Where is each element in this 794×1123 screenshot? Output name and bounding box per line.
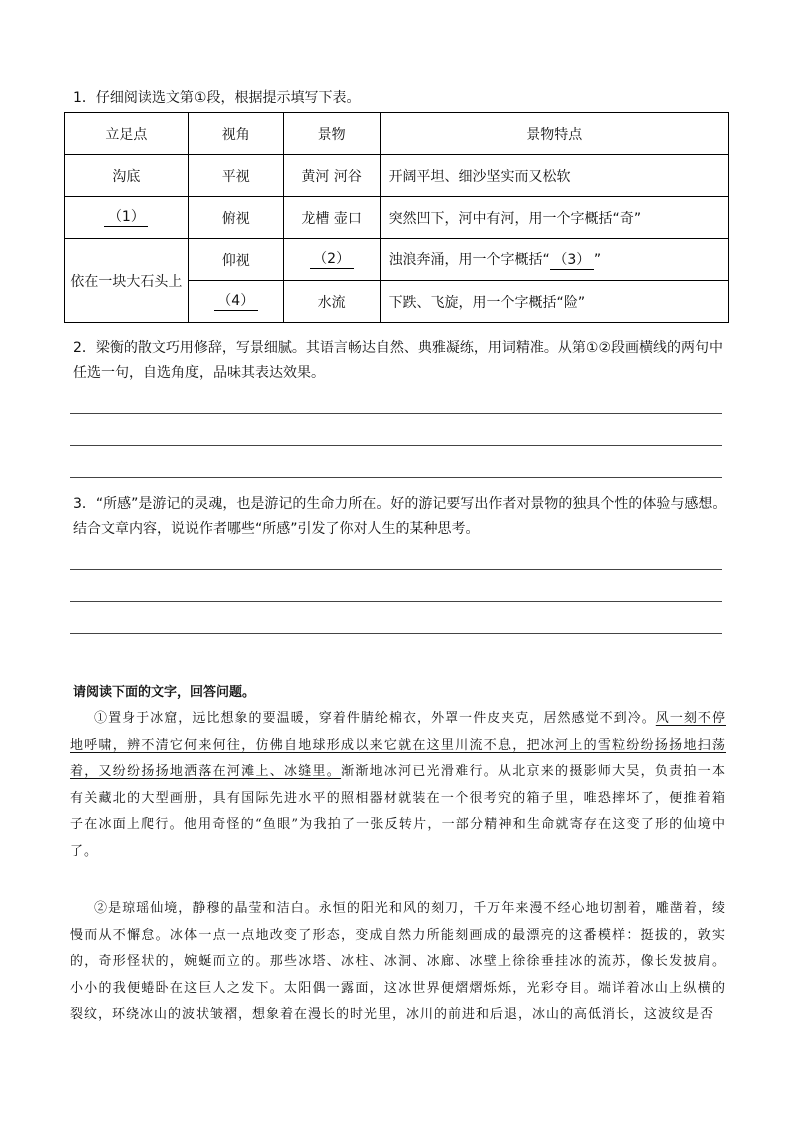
answer-line[interactable]	[70, 633, 722, 634]
answer-line[interactable]	[70, 413, 722, 414]
cell-scene: 龙槽 壶口	[283, 197, 380, 239]
p1-underlined-sentence: 风一刻不停地呼啸，辨不清它何来何往，仿佛自地球形成以来它就在这里川流不息，把冰河上的雪粒纷纷扬扬地扫荡着，又纷纷扬扬地洒落在河滩上、冰缝里。	[70, 711, 726, 779]
p1-text: ①置身于冰窟，远比想象的要温暖，穿着件腈纶棉衣，外罩一件皮夹克，居然感觉不到冷。	[94, 711, 656, 726]
blank-3[interactable]: （3）	[550, 251, 594, 270]
cell-angle: 仰视	[188, 239, 283, 281]
cell-standpoint: 沟底	[65, 155, 189, 197]
feature-close-quote: ”	[593, 252, 602, 268]
table-row	[65, 239, 729, 281]
answer-line[interactable]	[70, 601, 722, 602]
table-row	[65, 155, 729, 197]
cell-scene: 水流	[283, 281, 380, 323]
feature-text: 浊浪奔涌，用一个字概括“	[388, 252, 550, 268]
question-1: 1．仔细阅读选文第①段，根据提示填写下表。	[73, 90, 361, 106]
table-row	[65, 197, 729, 239]
cell-scene	[283, 239, 380, 281]
cell-standpoint	[65, 197, 189, 239]
cell-angle: 平视	[188, 155, 283, 197]
blank-4[interactable]: （4）	[214, 292, 258, 311]
reading-heading: 请阅读下面的文字，回答问题。	[73, 685, 256, 700]
cell-feature	[380, 239, 728, 281]
table-header-row	[65, 113, 729, 155]
blank-1[interactable]: （1）	[104, 208, 148, 227]
scenery-table	[64, 112, 729, 323]
cell-angle	[188, 281, 283, 323]
header-standpoint: 立足点	[65, 113, 189, 155]
answer-line[interactable]	[70, 445, 722, 446]
question-3: 3．“所感”是游记的灵魂，也是游记的生命力所在。好的游记要写出作者对景物的独具个性的体验与感想。结合文章内容，说说作者哪些“所感”引发了你对人生的某种思考。	[73, 496, 727, 537]
blank-2[interactable]: （2）	[310, 250, 354, 269]
p2-text: ②是琼瑶仙境，静穆的晶莹和洁白。永恒的阳光和风的刻刀，千万年来漫不经心地切割着，雕凿着，绫慢而从不懈怠。冰体一点一点地改变了形态，变成自然力所能刻画成的最漂亮的这番模样：挺拔的，敦实的，奇形怪状的，婉蜒而立的。那些冰塔、冰柱、冰洞、冰廊、冰壁上徐徐垂挂冰的流苏，像长发披肩。小小的我便蜷卧在这巨人之发下。太阳偶一露面，这冰世界便熠熠烁烁，光彩夺目。端详着冰山上纵横的裂纹，环绕冰山的波状皱褶，想象着在漫长的时光里，冰川的前进和后退，冰山的高低消长，这波纹是否	[70, 901, 726, 1022]
answer-line[interactable]	[70, 569, 722, 570]
cell-feature: 突然凹下，河中有河，用一个字概括“奇”	[380, 197, 728, 239]
question-2: 2．梁衡的散文巧用修辞，写景细腻。其语言畅达自然、典雅凝练，用词精准。从第①②段画横线的两句中任选一句，自选角度，品味其表达效果。	[73, 340, 724, 381]
cell-angle: 俯视	[188, 197, 283, 239]
header-angle: 视角	[188, 113, 283, 155]
passage-paragraph-2	[70, 896, 726, 1029]
header-feature: 景物特点	[380, 113, 728, 155]
header-scene: 景物	[283, 113, 380, 155]
p1-text-end: 渐渐地冰河已光滑难行。从北京来的摄影师大吴，负责拍一本有关藏北的大型画册，具有国际先进水平的照相器材就装在一个很考究的箱子里，唯恐摔坏了，便推着箱子在冰面上爬行。他用奇怪的“鱼眼”为我拍了一张反转片，一部分精神和生命就寄存在这变了形的仙境中了。	[70, 764, 726, 859]
cell-standpoint: 依在一块大石头上	[65, 239, 189, 323]
cell-feature: 下跌、飞旋，用一个字概括“险”	[380, 281, 728, 323]
cell-scene: 黄河 河谷	[283, 155, 380, 197]
answer-line[interactable]	[70, 477, 722, 478]
cell-feature: 开阔平坦、细沙坚实而又松软	[380, 155, 728, 197]
passage-paragraph-1	[70, 706, 726, 865]
